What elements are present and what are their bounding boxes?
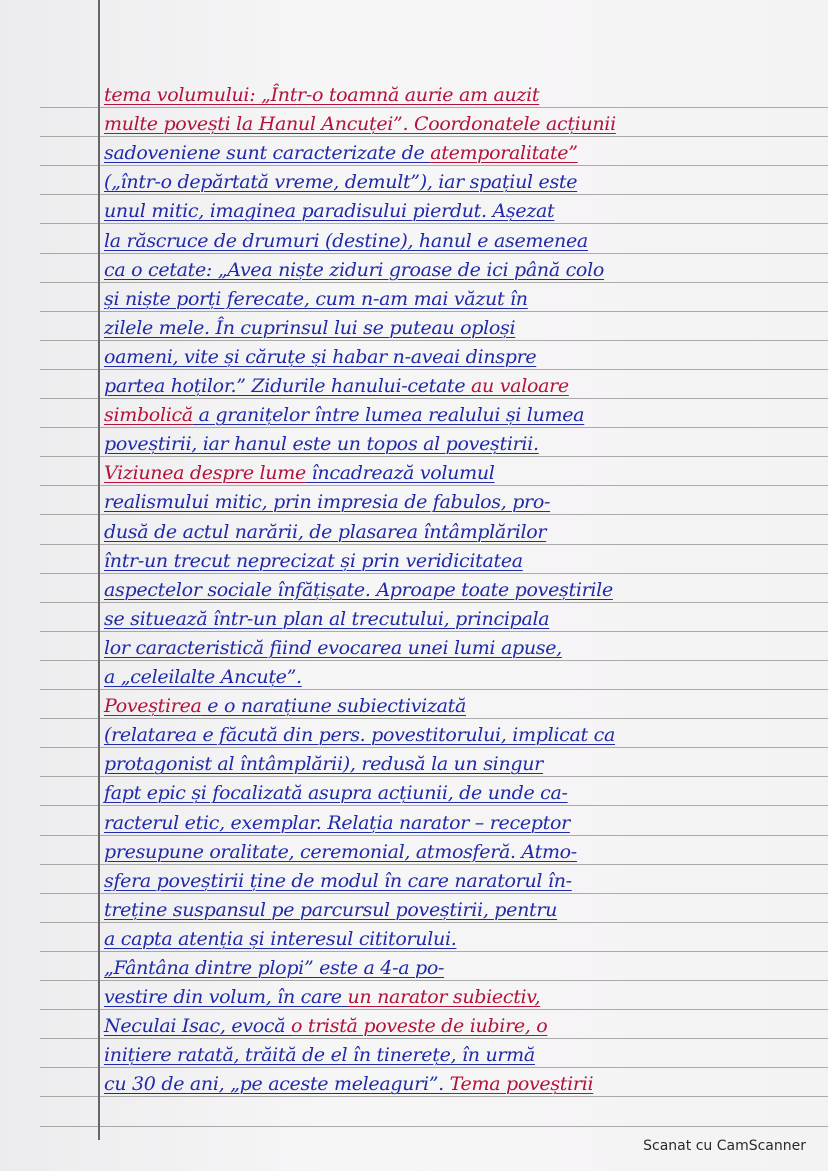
red-ink-segment: Viziunea despre lume bbox=[104, 462, 306, 485]
text-line bbox=[104, 226, 588, 256]
text-line bbox=[104, 982, 540, 1012]
blue-ink-segment: protagonist al întâmplării), redusă la un singur bbox=[104, 753, 543, 776]
text-line bbox=[104, 1011, 547, 1041]
blue-ink-segment: sadoveniene sunt caracterizate de bbox=[104, 142, 431, 165]
text-line bbox=[104, 138, 578, 168]
text-line bbox=[104, 720, 615, 750]
blue-ink-segment: realismului mitic, prin impresia de fabulos, pro- bbox=[104, 491, 551, 514]
text-line bbox=[104, 196, 554, 226]
text-line bbox=[104, 575, 613, 605]
blue-ink-segment: Neculai Isac, evocă bbox=[104, 1015, 291, 1038]
text-line bbox=[104, 837, 577, 867]
blue-ink-segment: într-un trecut neprecizat și prin veridicitatea bbox=[104, 549, 523, 572]
text-line bbox=[104, 371, 569, 401]
blue-ink-segment: sfera poveștirii ține de modul în care naratorul în- bbox=[104, 869, 572, 892]
text-line bbox=[104, 400, 584, 430]
text-line bbox=[104, 895, 557, 925]
blue-ink-segment: ca o cetate: „Avea niște ziduri groase de ici până colo bbox=[104, 258, 604, 281]
text-line bbox=[104, 342, 536, 372]
blue-ink-segment: vestire din volum, în care bbox=[104, 986, 348, 1009]
text-line bbox=[104, 284, 528, 314]
text-line bbox=[104, 1069, 593, 1099]
blue-ink-segment: și niște porți ferecate, cum n-am mai văzut în bbox=[104, 287, 528, 310]
blue-ink-segment: „Fântâna dintre plopi” este a 4-a po- bbox=[104, 957, 445, 979]
red-ink-segment: Coordonatele acțiunii bbox=[413, 113, 616, 136]
text-line bbox=[104, 633, 562, 663]
blue-ink-segment: a „celeilalte Ancuțe”. bbox=[104, 666, 302, 688]
text-line bbox=[104, 924, 456, 954]
text-line bbox=[104, 604, 549, 634]
red-ink-segment: multe povești la Hanul Ancuței”. bbox=[104, 113, 414, 136]
text-line bbox=[104, 255, 604, 285]
red-ink-segment: un narator subiectiv, bbox=[347, 986, 541, 1009]
text-line bbox=[104, 487, 550, 517]
red-ink-segment: o tristă poveste de iubire, o bbox=[291, 1015, 548, 1038]
blue-ink-segment: a granițelor între lumea realului și lumea bbox=[192, 404, 585, 427]
red-ink-segment: Poveștirea bbox=[104, 695, 202, 718]
blue-ink-segment: inițiere ratată, trăită de el în tinerețe, în urmă bbox=[104, 1044, 535, 1067]
text-line bbox=[104, 313, 515, 343]
text-line bbox=[104, 1040, 535, 1070]
blue-ink-segment: partea hoților.” Zidurile hanului-cetate bbox=[104, 375, 472, 397]
blue-ink-segment: e o narațiune subiectivizată bbox=[201, 695, 467, 718]
text-line bbox=[104, 866, 572, 896]
red-ink-segment: Tema poveștirii bbox=[449, 1073, 594, 1096]
text-line bbox=[104, 458, 495, 488]
blue-ink-segment: unul mitic, imaginea paradisului pierdut. Așezat bbox=[104, 200, 555, 223]
text-line bbox=[104, 778, 568, 808]
text-line bbox=[104, 808, 570, 838]
blue-ink-segment: a capta atenția și interesul cititorului. bbox=[104, 927, 457, 950]
margin-line bbox=[98, 0, 100, 1140]
text-line bbox=[104, 517, 546, 547]
text-line bbox=[104, 662, 302, 692]
blue-ink-segment: la răscruce de drumuri (destine), hanul e asemenea bbox=[104, 229, 588, 252]
blue-ink-segment: fapt epic și focalizată asupra acțiunii, de unde ca- bbox=[104, 782, 568, 805]
text-line bbox=[104, 429, 539, 459]
blue-ink-segment: presupune oralitate, ceremonial, atmosferă. Atmo- bbox=[104, 840, 577, 863]
blue-ink-segment: zilele mele. În cuprinsul lui se puteau oploși bbox=[104, 316, 516, 339]
blue-ink-segment: racterul etic, exemplar. Relația narator – receptor bbox=[104, 811, 570, 834]
scanner-watermark: Scanat cu CamScanner bbox=[643, 1138, 806, 1154]
blue-ink-segment: aspectelor sociale înfățișate. Aproape toate poveștirile bbox=[104, 578, 613, 601]
blue-ink-segment: treține suspansul pe parcursul poveștirii, pentru bbox=[104, 898, 558, 921]
ruled-line bbox=[40, 1126, 828, 1127]
red-ink-segment: au valoare bbox=[471, 375, 569, 397]
text-line bbox=[104, 546, 523, 576]
blue-ink-segment: („într-o depărtată vreme, demult”), iar spațiul este bbox=[104, 171, 578, 194]
blue-ink-segment: cu 30 de ani, „pe aceste meleaguri”. bbox=[104, 1073, 450, 1096]
blue-ink-segment: dusă de actul narării, de plasarea întâmplărilor bbox=[104, 520, 547, 543]
blue-ink-segment: (relatarea e făcută din pers. povestitorului, implicat ca bbox=[104, 724, 615, 747]
text-line bbox=[104, 691, 466, 721]
text-line bbox=[104, 109, 616, 139]
text-line bbox=[104, 749, 543, 779]
red-ink-segment: simbolică bbox=[104, 404, 193, 427]
blue-ink-segment: se situează într-un plan al trecutului, principala bbox=[104, 607, 550, 630]
text-line bbox=[104, 80, 539, 110]
text-line bbox=[104, 953, 444, 983]
blue-ink-segment: lor caracteristică fiind evocarea unei lumi apuse, bbox=[104, 636, 562, 659]
text-line bbox=[104, 167, 577, 197]
blue-ink-segment: încadrează volumul bbox=[305, 462, 495, 485]
blue-ink-segment: poveștirii, iar hanul este un topos al poveștirii. bbox=[104, 433, 539, 456]
blue-ink-segment: oameni, vite și căruțe și habar n-aveai dinspre bbox=[104, 345, 537, 368]
red-ink-segment: tema volumului: „Într-o toamnă aurie am auzit bbox=[104, 84, 540, 106]
red-ink-segment: atemporalitate” bbox=[430, 142, 578, 165]
